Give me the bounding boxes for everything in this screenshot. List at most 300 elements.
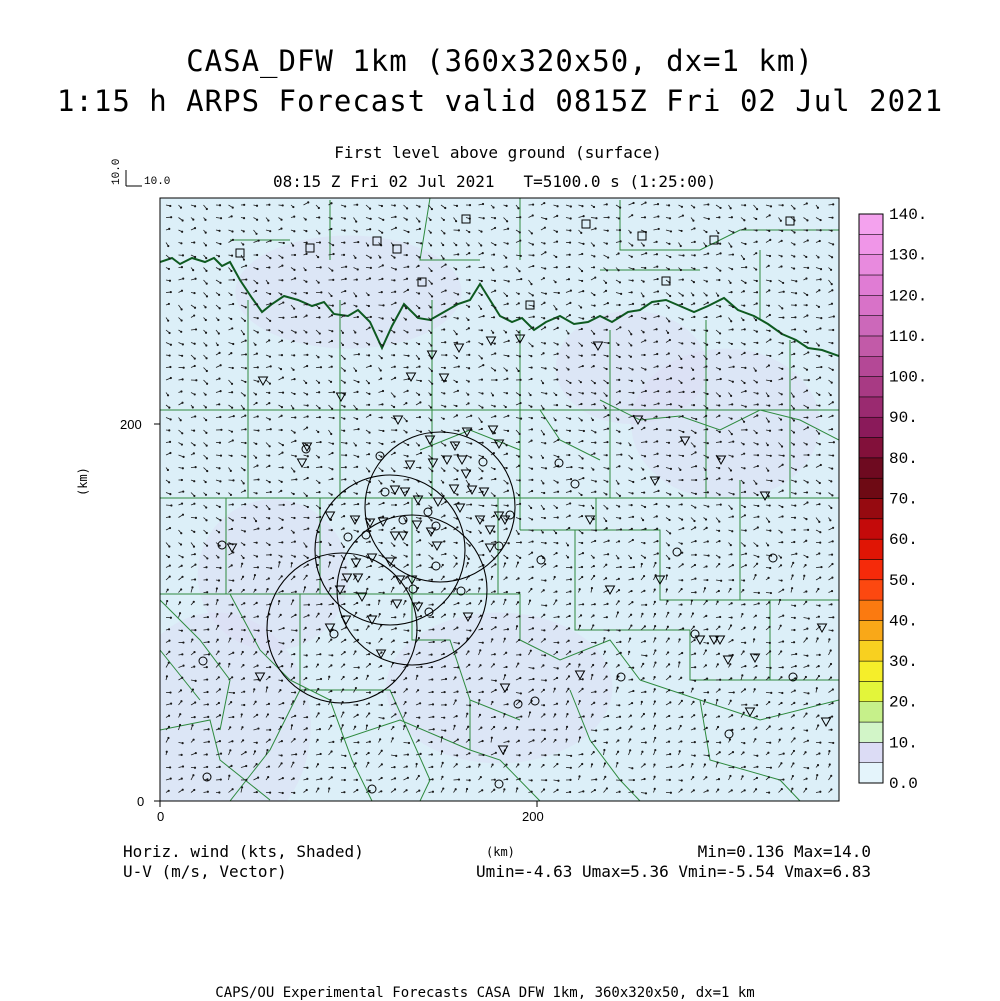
wind-vector-head [281,740,282,741]
wind-vector-head [657,266,658,267]
wind-vector-head [343,712,344,713]
wind-vector-head [444,367,445,368]
wind-vector-head [569,430,570,431]
wind-vector-head [795,493,796,494]
wind-vector-head [670,468,671,469]
wind-vector-head [495,416,496,417]
wind-vector-head [769,330,770,331]
wind-vector-head [220,753,221,754]
wind-vector-head [182,344,183,345]
wind-vector-head [693,701,694,702]
wind-vector-head [496,505,497,506]
wind-vector-head [781,333,782,334]
wind-vector-head [257,317,258,318]
wind-vector-head [633,566,634,567]
wind-vector-head [244,504,245,505]
wind-vector-head [333,279,334,280]
wind-vector-head [232,520,233,521]
wind-vector-head [757,415,758,416]
wind-vector-head [468,245,469,246]
wind-vector-head [619,630,620,631]
wind-vector-head [455,677,456,678]
wind-vector-head [820,230,821,231]
wind-vector-head [545,293,546,294]
wind-vector-head [731,508,732,509]
wind-vector-head [206,257,207,258]
wind-vector-head [181,444,182,445]
wind-vector-head [342,724,343,725]
wind-vector-head [731,603,732,604]
wind-vector-head [744,627,745,628]
wind-vector-head [643,281,644,282]
wind-vector-head [517,562,518,563]
wind-vector-head [569,651,570,652]
wind-vector-head [756,280,757,281]
wind-vector-head [707,741,708,742]
wind-vector-head [219,663,220,664]
wind-vector-head [295,614,296,615]
wind-vector-head [343,515,344,516]
wind-vector-head [205,394,206,395]
wind-vector-head [244,603,245,604]
wind-vector-head [720,315,721,316]
wind-vector-head [568,345,569,346]
wind-vector-head [745,665,746,666]
wind-vector-head [694,728,695,729]
wind-vector-head [244,490,245,491]
wind-vector-head [557,327,558,328]
wind-vector-head [181,266,182,267]
wind-vector-head [331,228,332,229]
wind-vector-head [233,580,234,581]
wind-vector-head [755,269,756,270]
wind-vector-head [794,605,795,606]
wind-vector-head [806,638,807,639]
wind-vector-head [207,470,208,471]
wind-vector-head [657,553,658,554]
wind-vector-head [831,554,832,555]
wind-vector-head [331,295,332,296]
wind-vector-head [195,466,196,467]
wind-vector-head [194,716,195,717]
wind-vector-head [542,532,543,533]
wind-vector-head [668,638,669,639]
wind-vector-head [344,370,345,371]
wind-vector-head [369,442,370,443]
wind-vector-head [169,332,170,333]
wind-vector-head [482,691,483,692]
wind-vector-head [294,541,295,542]
wind-vector-head [469,705,470,706]
wind-vector-head [382,470,383,471]
wind-vector-head [444,233,445,234]
wind-vector-head [504,674,505,675]
wind-vector-head [481,231,482,232]
wind-vector-head [745,367,746,368]
wind-vector-head [542,382,543,383]
wind-vector-head [668,741,669,742]
wind-vector-head [719,521,720,522]
wind-vector-head [720,253,721,254]
wind-vector-head [608,630,609,631]
wind-vector-head [445,704,446,705]
wind-vector-head [268,220,269,221]
wind-vector-head [382,678,383,679]
wind-vector-head [594,404,595,405]
wind-vector-head [457,470,458,471]
wind-vector-head [442,762,443,763]
wind-vector-head [770,339,771,340]
wind-vector-head [219,468,220,469]
wind-shading-patch [198,499,349,650]
wind-vector-head [291,663,292,664]
wind-vector-head [381,764,382,765]
wind-vector-head [506,666,507,667]
wind-vector-head [180,713,181,714]
wind-vector-head [355,257,356,258]
wind-vector-head [620,368,621,369]
wind-vector-head [218,256,219,257]
wind-vector-head [769,314,770,315]
wind-vector-head [667,652,668,653]
wind-vector-head [269,383,270,384]
wind-vector-head [755,574,756,575]
wind-vector-head [169,441,170,442]
wind-vector-head [707,692,708,693]
wind-vector-head [755,738,756,739]
wind-vector-head [381,357,382,358]
wind-vector-head [355,295,356,296]
wind-vector-head [556,729,557,730]
wind-vector-head [607,603,608,604]
wind-vector-head [795,305,796,306]
wind-vector-head [694,680,695,681]
wind-vector-head [706,295,707,296]
wind-vector-head [320,654,321,655]
wind-vector-head [444,515,445,516]
wind-vector-head [783,753,784,754]
wind-vector-head [682,319,683,320]
wind-vector-head [769,717,770,718]
wind-vector-head [494,280,495,281]
wind-vector-head [369,208,370,209]
wind-vector-head [668,268,669,269]
wind-vector-head [243,217,244,218]
wind-vector-head [256,493,257,494]
wind-vector-head [369,393,370,394]
wind-vector-head [719,306,720,307]
wind-vector-head [332,305,333,306]
wind-vector-head [205,419,206,420]
wind-vector-head [568,278,569,279]
wind-vector-head [505,332,506,333]
wind-vector-head [181,231,182,232]
wind-vector-head [444,393,445,394]
wind-vector-head [306,230,307,231]
wind-vector-head [258,381,259,382]
wind-vector-head [782,589,783,590]
wind-vector-head [570,290,571,291]
wind-vector-head [344,358,345,359]
wind-vector-head [506,295,507,296]
wind-vector-head [206,270,207,271]
wind-vector-head [168,303,169,304]
wind-vector-head [256,763,257,764]
wind-vector-head [654,689,655,690]
wind-vector-head [445,527,446,528]
wind-vector-head [419,652,420,653]
wind-vector-head [306,365,307,366]
wind-vector-head [781,446,782,447]
wind-vector-head [618,270,619,271]
wind-vector-head [233,692,234,693]
wind-vector-head [431,420,432,421]
wind-vector-head [581,515,582,516]
wind-vector-head [256,652,257,653]
wind-vector-head [830,520,831,521]
wind-vector-head [744,742,745,743]
wind-vector-head [806,601,807,602]
wind-vector-head [319,307,320,308]
wind-vector-head [582,532,583,533]
wind-vector-head [431,545,432,546]
wind-vector-head [270,366,271,367]
wind-vector-head [294,692,295,693]
wind-vector-head [220,365,221,366]
wind-vector-head [168,556,169,557]
wind-vector-head [282,718,283,719]
wind-vector-head [318,282,319,283]
wind-vector-head [169,565,170,566]
wind-vector-head [395,343,396,344]
wind-vector-head [421,243,422,244]
wind-vector-head [468,341,469,342]
wind-vector-head [694,330,695,331]
wind-vector-head [556,552,557,553]
wind-vector-head [592,674,593,675]
wind-vector-head [257,282,258,283]
wind-vector-head [441,751,442,752]
wind-vector-head [543,492,544,493]
wind-vector-head [656,528,657,529]
wind-vector-head [793,750,794,751]
wind-vector-head [218,333,219,334]
wind-vector-head [745,267,746,268]
wind-vector-head [507,228,508,229]
wind-vector-head [270,428,271,429]
wind-vector-head [693,626,694,627]
wind-vector-head [645,267,646,268]
wind-vector-head [805,752,806,753]
wind-vector-head [607,316,608,317]
wind-vector-head [719,752,720,753]
wind-vector-head [219,269,220,270]
wind-vector-head [793,268,794,269]
wind-vector-head [781,256,782,257]
wind-vector-head [469,664,470,665]
wind-vector-head [794,738,795,739]
wind-vector-head [571,567,572,568]
wind-vector-head [644,427,645,428]
wind-vector-head [579,700,580,701]
wind-vector-head [406,254,407,255]
wind-vector-head [231,216,232,217]
wind-vector-head [618,676,619,677]
wind-vector-head [243,691,244,692]
wind-vector-head [419,703,420,704]
wind-vector-head [258,528,259,529]
wind-vector-head [719,478,720,479]
wind-vector-head [831,428,832,429]
wind-vector-head [394,470,395,471]
wind-vector-head [581,566,582,567]
wind-vector-head [593,557,594,558]
wind-vector-head [807,240,808,241]
wind-vector-head [181,290,182,291]
wind-vector-head [232,239,233,240]
wind-vector-head [645,369,646,370]
wind-vector-head [192,725,193,726]
wind-vector-head [617,612,618,613]
wind-vector-head [558,439,559,440]
wind-vector-head [632,427,633,428]
wind-vector-head [518,740,519,741]
wind-vector-head [546,393,547,394]
wind-vector-head [294,576,295,577]
wind-vector-head [570,382,571,383]
wind-vector-head [682,580,683,581]
wind-vector-head [192,269,193,270]
wind-vector-head [518,293,519,294]
wind-vector-head [494,531,495,532]
wind-vector-head [254,751,255,752]
wind-vector-head [482,407,483,408]
wind-vector-head [755,370,756,371]
wind-vector-head [368,626,369,627]
wind-vector-head [220,481,221,482]
wind-vector-head [445,264,446,265]
wind-vector-head [357,343,358,344]
wind-vector-head [382,278,383,279]
wind-vector-head [406,467,407,468]
wind-vector-head [357,269,358,270]
wind-vector-head [320,441,321,442]
wind-vector-head [618,578,619,579]
wind-vector-head [833,316,834,317]
wind-vector-head [658,403,659,404]
wind-vector-head [533,255,534,256]
wind-vector-head [770,280,771,281]
wind-vector-head [343,664,344,665]
wind-vector-head [593,625,594,626]
wind-vector-head [319,508,320,509]
wind-vector-head [306,728,307,729]
wind-vector-head [344,603,345,604]
wind-vector-head [832,290,833,291]
wind-vector-head [181,630,182,631]
wind-vector-head [469,589,470,590]
wind-vector-head [643,382,644,383]
wind-vector-head [632,539,633,540]
wind-vector-head [818,665,819,666]
wind-vector-head [642,751,643,752]
wind-vector-head [444,588,445,589]
wind-vector-head [356,204,357,205]
wind-vector-head [831,382,832,383]
wind-vector-head [357,503,358,504]
wind-vector-head [370,614,371,615]
wind-vector-head [267,588,268,589]
wind-vector-head [581,494,582,495]
wind-vector-head [569,454,570,455]
wind-vector-head [719,679,720,680]
wind-vector-head [394,452,395,453]
wind-vector-head [707,492,708,493]
wind-vector-head [607,729,608,730]
wind-vector-head [693,303,694,304]
wind-vector-head [383,718,384,719]
wind-vector-head [582,458,583,459]
wind-vector-head [594,256,595,257]
wind-vector-head [656,241,657,242]
wind-vector-head [506,764,507,765]
wind-vector-head [569,603,570,604]
wind-vector-head [682,295,683,296]
wind-vector-head [606,528,607,529]
wind-vector-head [294,556,295,557]
wind-vector-head [769,430,770,431]
wind-vector-head [557,379,558,380]
wind-vector-head [632,245,633,246]
wind-vector-head [230,494,231,495]
wind-vector-head [794,629,795,630]
wind-vector-head [355,519,356,520]
wind-vector-head [544,243,545,244]
wind-vector-head [805,331,806,332]
wind-vector-head [469,204,470,205]
wind-vector-head [220,520,221,521]
wind-vector-head [670,231,671,232]
wind-vector-head [395,628,396,629]
wind-vector-head [719,217,720,218]
wind-vector-head [205,307,206,308]
wind-vector-head [504,638,505,639]
wind-vector-head [694,316,695,317]
wind-vector-head [782,506,783,507]
wind-vector-head [556,565,557,566]
wind-vector-head [607,257,608,258]
wind-vector-head [743,421,744,422]
wind-vector-head [618,218,619,219]
wind-vector-head [782,481,783,482]
wind-vector-head [393,481,394,482]
wind-vector-head [306,343,307,344]
wind-vector-head [295,316,296,317]
wind-vector-head [795,469,796,470]
wind-vector-head [533,740,534,741]
wind-vector-head [730,208,731,209]
wind-vector-head [807,502,808,503]
wind-vector-head [406,402,407,403]
wind-vector-head [281,576,282,577]
wind-vector-head [670,256,671,257]
wind-vector-head [495,752,496,753]
wind-vector-head [258,630,259,631]
wind-vector-head [657,203,658,204]
wind-vector-head [393,587,394,588]
wind-vector-head [557,491,558,492]
wind-vector-head [567,545,568,546]
